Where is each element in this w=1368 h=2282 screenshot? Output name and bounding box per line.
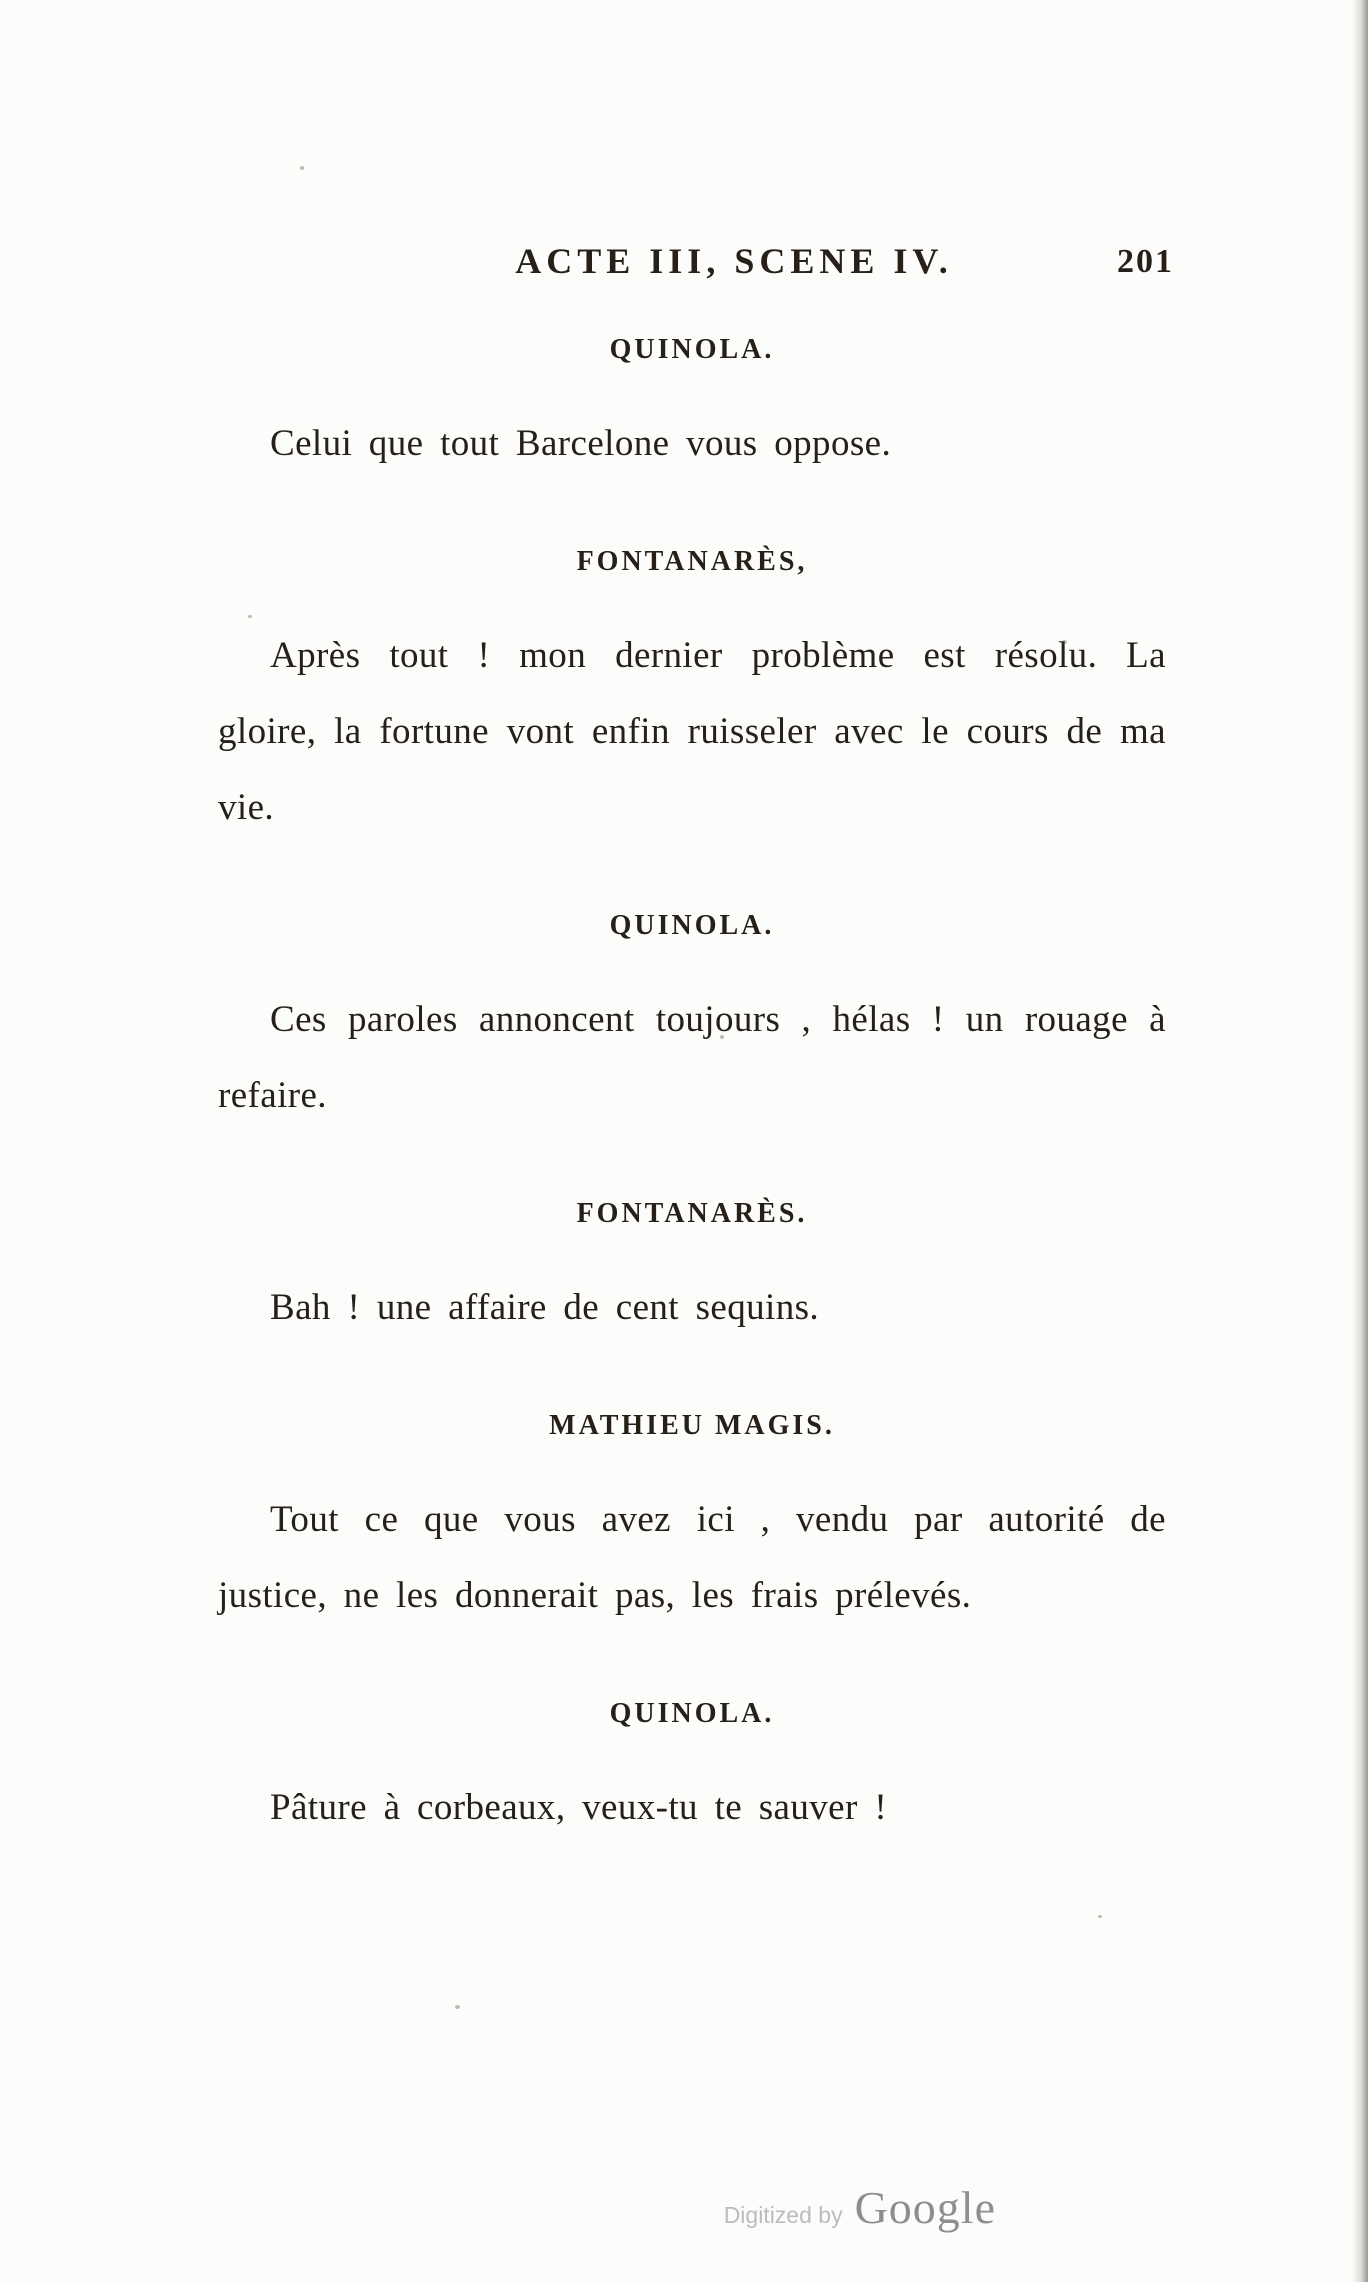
dialogue-text: Après tout ! mon dernier problème est résolu. La gloire, la fortune vont enfin ruisseler avec le cours de ma vie. (218, 635, 1166, 828)
speaker-name: FONTANARÈS, (576, 546, 808, 577)
speaker-name: QUINOLA. (609, 1698, 775, 1729)
speech-block (218, 1698, 1166, 1846)
scan-edge-shadow (1352, 0, 1368, 2282)
dialogue-text: Bah ! une affaire de cent sequins. (270, 1287, 820, 1328)
speaker-name: QUINOLA. (609, 334, 775, 365)
speech-block (218, 334, 1166, 482)
scan-speck (455, 2005, 460, 2009)
speech-block (218, 546, 1166, 846)
running-title: ACTE III, SCENE IV. (515, 241, 953, 281)
speaker-name: QUINOLA. (609, 910, 775, 941)
scan-speck (248, 615, 252, 618)
dialogue-text: Tout ce que vous avez ici , vendu par autorité de justice, ne les donnerait pas, les frais prélevés. (218, 1499, 1166, 1616)
scan-speck (300, 166, 304, 170)
speaker-name: FONTANARÈS. (576, 1198, 808, 1229)
scan-speck (1098, 1915, 1102, 1918)
speech-block (218, 1198, 1166, 1346)
speaker-name: MATHIEU MAGIS. (549, 1410, 835, 1441)
digitized-watermark (724, 2181, 996, 2234)
dialogue-text: Celui que tout Barcelone vous oppose. (270, 423, 892, 464)
digitized-by-label: Digitized by (723, 2202, 843, 2228)
page-number: 201 (1117, 243, 1174, 280)
scan-speck (720, 1035, 724, 1039)
scan-speck (1062, 640, 1067, 644)
page-header (218, 240, 1174, 282)
dialogue-text: Ces paroles annoncent toujours , hélas ! un rouage à refaire. (218, 999, 1166, 1116)
google-logo: Google (854, 2182, 996, 2233)
speech-block (218, 910, 1166, 1134)
speech-block (218, 1410, 1166, 1634)
dialogue-text: Pâture à corbeaux, veux-tu te sauver ! (270, 1787, 888, 1828)
